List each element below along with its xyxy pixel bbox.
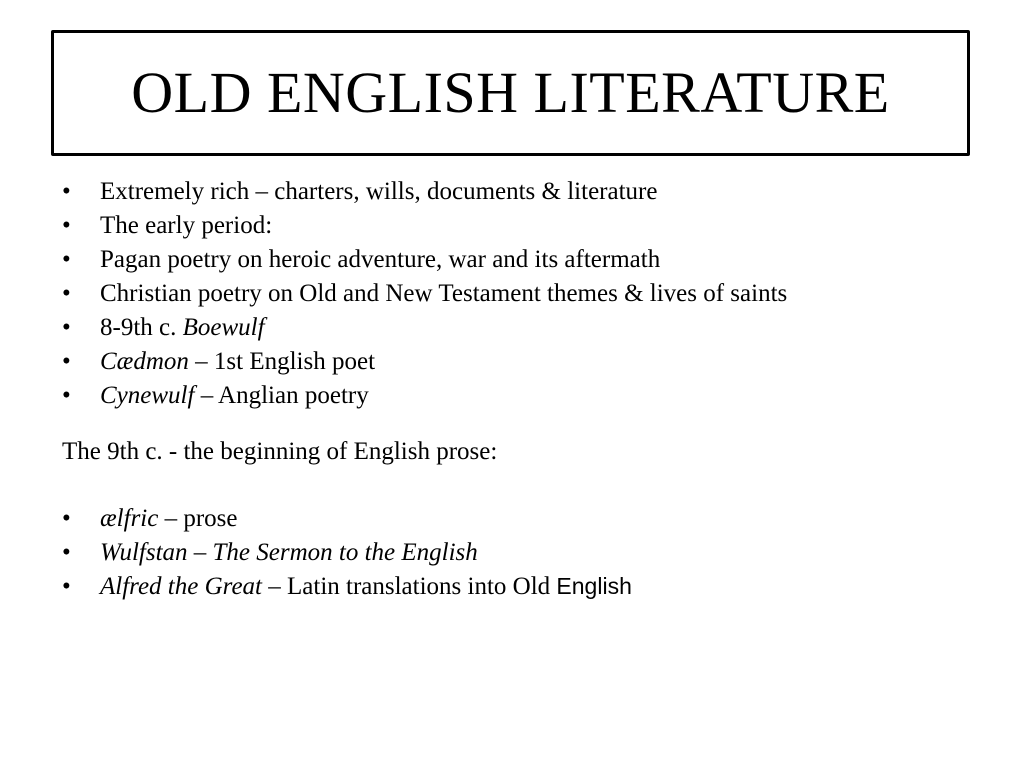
bullet-icon: • [62,314,71,341]
slide-title: OLD ENGLISH LITERATURE [131,60,890,125]
bullet-icon: • [62,280,71,307]
bullet-text: Cynewulf [100,382,195,409]
bullet-text: – Latin translations into Old [262,573,557,600]
bullet-item [62,539,962,566]
bullet-text: Boewulf [182,314,265,341]
bullet-item [62,382,962,409]
bullet-text: Cædmon [100,348,189,375]
bullet-icon: • [62,382,71,409]
bullet-item [62,246,962,273]
bullet-item [62,573,962,600]
bullet-item [62,280,962,307]
bullet-icon: • [62,246,71,273]
bullet-icon: • [62,505,71,532]
bullet-item [62,212,962,239]
bullet-text: ælfric [100,505,159,532]
bullet-icon: • [62,539,71,566]
bullet-item [62,314,962,341]
bullet-icon: • [62,573,71,600]
bullet-text: Alfred the Great [100,573,262,600]
bullet-list-prose [62,505,962,600]
spacer [62,465,962,505]
spacer [62,416,962,438]
prose-heading: The 9th c. - the beginning of English prose: [62,438,498,465]
bullet-text: – prose [158,505,238,532]
bullet-text: English [556,573,632,599]
bullet-icon: • [62,178,71,205]
bullet-icon: • [62,212,71,239]
bullet-text: Wulfstan – The Sermon to the English [100,539,478,566]
bullet-item [62,505,962,532]
bullet-text: The early period: [100,212,273,239]
bullet-list-early-period [62,178,962,409]
title-box [51,30,970,156]
bullet-text: – 1st English poet [188,348,376,375]
bullet-text: Pagan poetry on heroic adventure, war and its aftermath [100,246,661,273]
bullet-item [62,348,962,375]
bullet-item [62,178,962,205]
bullet-text: – Anglian poetry [194,382,369,409]
bullet-text: Christian poetry on Old and New Testament themes & lives of saints [100,280,788,307]
slide-body [62,178,962,607]
bullet-text: 8-9th c. [100,314,183,341]
bullet-text: Extremely rich – charters, wills, documents & literature [100,178,658,205]
bullet-icon: • [62,348,71,375]
